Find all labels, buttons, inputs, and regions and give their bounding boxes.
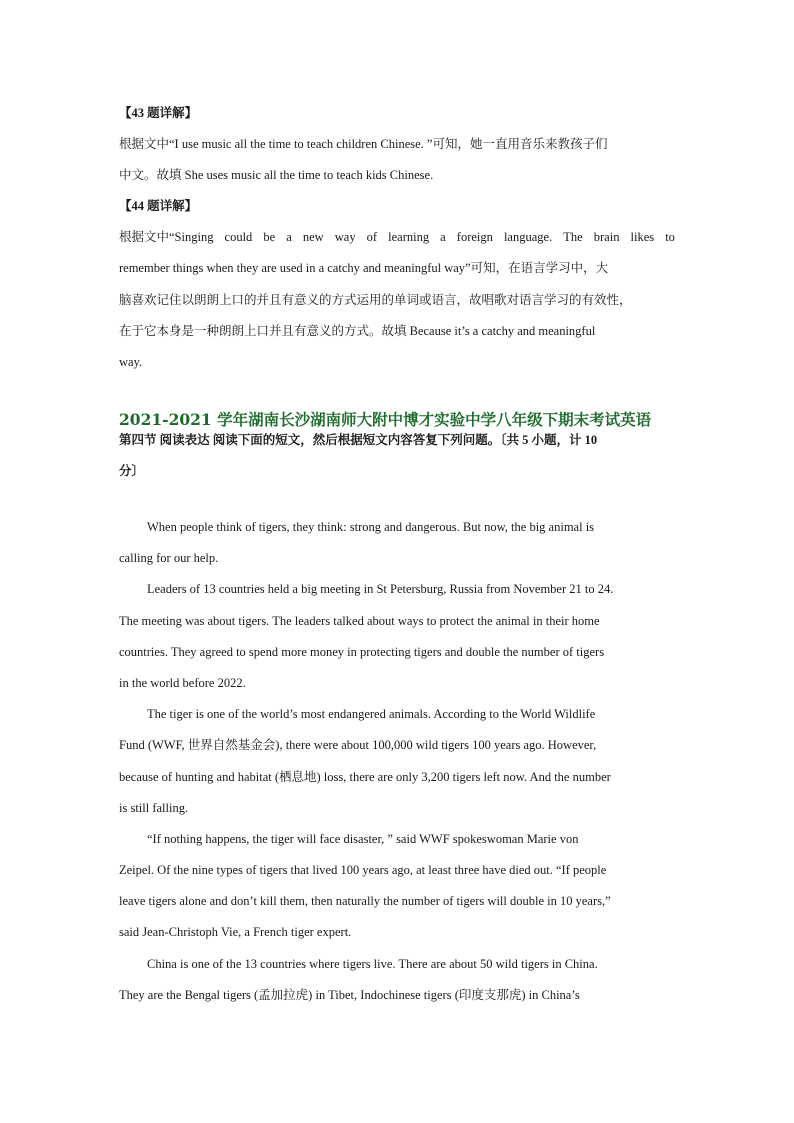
word: of [366,230,378,245]
passage-line: Fund (WWF, 世界自然基金会), there were about 100,000 wild tigers 100 years ago. However, [119,738,597,753]
passage-line: China is one of the 13 countries where tigers live. There are about 50 wild tigers in China. [147,956,598,971]
q44-line-4: 在于它本身是一种朗朗上口并且有意义的方式。故填 Because it’s a catchy and meaningful [119,323,596,338]
passage-line: countries. They agreed to spend more money in protecting tigers and double the number of tigers [119,644,605,659]
q43-title: 【43 题详解】 [119,106,198,120]
word: 根据文中“Singing [119,230,214,245]
passage-line: leave tigers alone and don’t kill them, then naturally the number of tigers will double in 10 years,” [119,894,611,909]
section-instruction [119,425,675,487]
word: learning [388,230,430,245]
q44-title: 【44 题详解】 [119,199,198,213]
q44-line-3: 脑喜欢记住以朗朗上口的并且有意义的方式运用的单词或语言，故唱歌对语言学习的有效性， [119,292,632,307]
word: brain [593,230,620,245]
word: likes [630,230,655,245]
q43-explanation [119,98,675,192]
word: could [224,230,253,245]
passage-line: They are the Bengal tigers (孟加拉虎) in Tibet, Indochinese tigers (印度支那虎) in China’s [119,987,580,1002]
passage-line: The meeting was about tigers. The leaders talked about ways to protect the animal in their home [119,613,600,628]
word: The [563,230,583,245]
word: new [302,230,324,245]
q44-explanation [119,191,675,378]
q43-line-2: 中文。故填 She uses music all the time to teach kids Chinese. [119,168,434,183]
passage-line: Zeipel. Of the nine types of tigers that lived 100 years ago, at least three have died out. “If people [119,863,607,878]
word: foreign [456,230,493,245]
q43-line-1: 根据文中“I use music all the time to teach children Chinese. ”可知，她一直用音乐来教孩子们 [119,137,608,152]
passage-line: calling for our help. [119,551,219,566]
passage-line: because of hunting and habitat (栖息地) loss, there are only 3,200 tigers left now. And the number [119,769,611,784]
q44-line-2: remember things when they are used in a catchy and meaningful way”可知，在语言学习中，大 [119,261,609,276]
passage-line: is still falling. [119,800,189,815]
instruction-line-2: 分〕 [119,464,145,479]
passage-line: in the world before 2022. [119,675,246,690]
passage-line: “If nothing happens, the tiger will face disaster, ” said WWF spokeswoman Marie von [147,831,579,846]
passage-line: Leaders of 13 countries held a big meeting in St Petersburg, Russia from November 21 to 24. [147,582,614,597]
q44-line-5: way. [119,354,143,369]
q44-line-1 [119,222,675,253]
passage-line: The tiger is one of the world’s most endangered animals. According to the World Wildlife [147,707,596,722]
reading-passage [119,512,675,1011]
word: to [665,230,675,245]
instruction-line-1: 第四节 阅读表达 阅读下面的短文，然后根据短文内容答复下列问题。〔共 5 小题，计 10 [119,433,598,447]
word: language. [503,230,553,245]
word: way [334,230,356,245]
word: a [440,230,446,245]
passage-line: When people think of tigers, they think: strong and dangerous. But now, the big animal is [147,520,595,534]
word: be [263,230,276,245]
passage-line: said Jean-Christoph Vie, a French tiger expert. [119,925,352,940]
word: a [286,230,292,245]
section-heading: 2021-2021 学年湖南长沙湖南师大附中博才实验中学八年级下期末考试英语 [119,410,652,429]
